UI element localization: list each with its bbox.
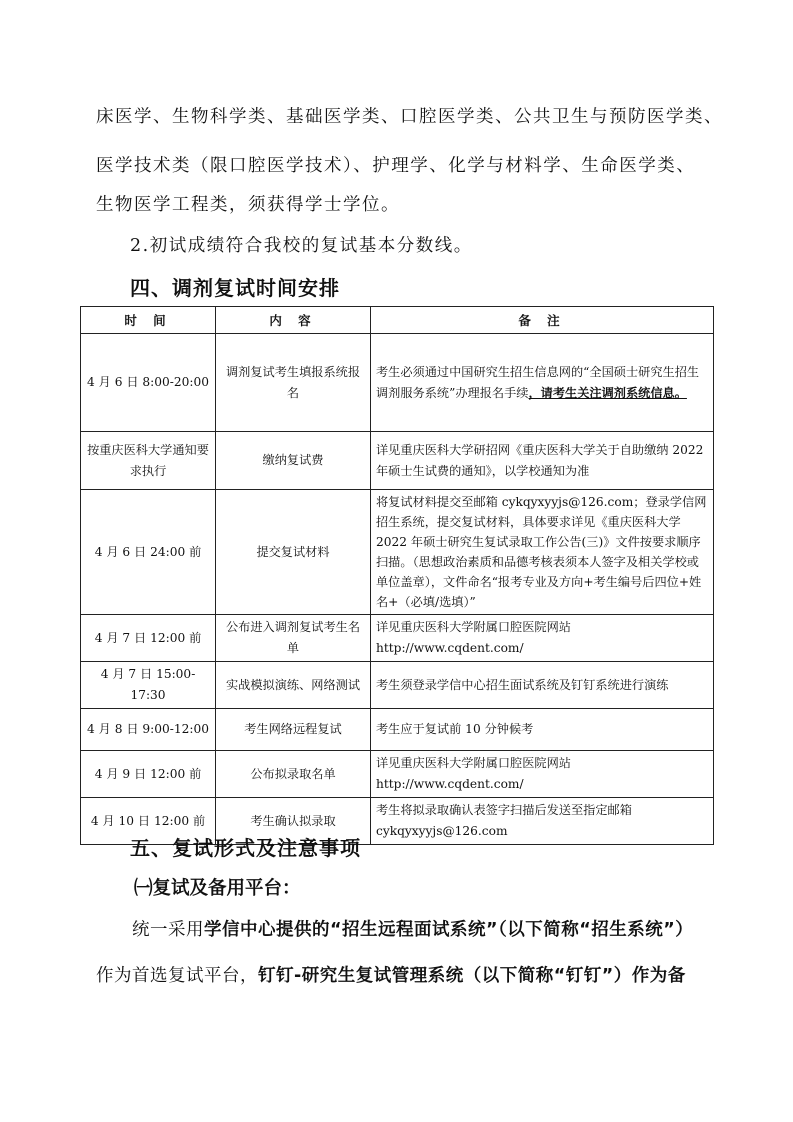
row-content: 公布拟录取名单 bbox=[216, 751, 371, 798]
row-time: 4 月 7 日 15:00-17:30 bbox=[81, 662, 216, 709]
section-5-title: 五、复试形式及注意事项 bbox=[130, 836, 361, 860]
row-note: 详见重庆医科大学附属口腔医院网站 http://www.cqdent.com/ bbox=[371, 615, 714, 662]
section-5-paragraph-line-2 bbox=[96, 962, 706, 987]
section-5-paragraph-line-1 bbox=[132, 916, 742, 941]
schedule-table bbox=[80, 306, 714, 845]
row-content: 考生网络远程复试 bbox=[216, 709, 371, 751]
row-time: 4 月 9 日 12:00 前 bbox=[81, 751, 216, 798]
table-row bbox=[81, 490, 714, 615]
p1-plain: 统一采用 bbox=[132, 920, 204, 940]
row-note: 详见重庆医科大学附属口腔医院网站 http://www.cqdent.com/ bbox=[371, 751, 714, 798]
row-content: 实战模拟演练、网络测试 bbox=[216, 662, 371, 709]
row-content: 提交复试材料 bbox=[216, 490, 371, 615]
intro-line-2: 医学技术类（限口腔医学技术）、护理学、化学与材料学、生命医学类、 bbox=[96, 156, 696, 176]
p1-bold: 学信中心提供的“招生远程面试系统”（以下简称“招生系统”） bbox=[204, 920, 694, 940]
section-5-subheading: ㈠复试及备用平台： bbox=[134, 878, 301, 899]
table-header-row bbox=[81, 307, 714, 334]
row-time: 按重庆医科大学通知要求执行 bbox=[81, 432, 216, 490]
header-time: 时 间 bbox=[81, 307, 216, 334]
row-time: 4 月 10 日 12:00 前 bbox=[81, 798, 216, 845]
header-note: 备 注 bbox=[371, 307, 714, 334]
row-content: 公布进入调剂复试考生名单 bbox=[216, 615, 371, 662]
row-time: 4 月 6 日 24:00 前 bbox=[81, 490, 216, 615]
note-bold-text: ，请考生关注调剂系统信息。 bbox=[528, 385, 687, 400]
intro-line-4: 2.初试成绩符合我校的复试基本分数线。 bbox=[130, 236, 473, 256]
row-note: 考生将拟录取确认表签字扫描后发送至指定邮箱 cykqyxyyjs@126.com bbox=[371, 798, 714, 845]
table-row bbox=[81, 615, 714, 662]
note-text: 考生必须通过中国研究生招生信息网的“全国硕士研究生招生调剂服务系统”办理报名手续 bbox=[376, 364, 700, 400]
row-note bbox=[371, 334, 714, 432]
row-time: 4 月 6 日 8:00-20:00 bbox=[81, 334, 216, 432]
row-note: 将复试材料提交至邮箱 cykqyxyyjs@126.com；登录学信网招生系统，提交复试材料，具体要求详见《重庆医科大学 2022 年硕士研究生复试录取工作公告(三)》文件按要求顺序扫描。（思想政治素质和品德考核表须本人签字及相关学校或单位盖章），文件命名“报考专业及方向+考生编号后四位+姓名+（必填/选填）” bbox=[371, 490, 714, 615]
table-row bbox=[81, 432, 714, 490]
p2-plain: 作为首选复试平台， bbox=[96, 966, 258, 986]
row-time: 4 月 8 日 9:00-12:00 bbox=[81, 709, 216, 751]
row-content: 考生确认拟录取 bbox=[216, 798, 371, 845]
intro-line-3: 生物医学工程类，须获得学士学位。 bbox=[96, 195, 400, 215]
row-content: 调剂复试考生填报系统报名 bbox=[216, 334, 371, 432]
row-time: 4 月 7 日 12:00 前 bbox=[81, 615, 216, 662]
p2-bold: 钉钉-研究生复试管理系统（以下简称“钉钉”）作为备 bbox=[258, 966, 686, 986]
table-row bbox=[81, 662, 714, 709]
intro-line-1: 床医学、生物科学类、基础医学类、口腔医学类、公共卫生与预防医学类、 bbox=[96, 107, 723, 127]
section-4-title: 四、调剂复试时间安排 bbox=[130, 276, 340, 300]
table-row bbox=[81, 334, 714, 432]
row-note: 考生应于复试前 10 分钟候考 bbox=[371, 709, 714, 751]
row-note: 考生须登录学信中心招生面试系统及钉钉系统进行演练 bbox=[371, 662, 714, 709]
header-content: 内 容 bbox=[216, 307, 371, 334]
row-content: 缴纳复试费 bbox=[216, 432, 371, 490]
table-row bbox=[81, 751, 714, 798]
row-note: 详见重庆医科大学研招网《重庆医科大学关于自助缴纳 2022 年硕士生试费的通知》，以学校通知为准 bbox=[371, 432, 714, 490]
table-row bbox=[81, 709, 714, 751]
